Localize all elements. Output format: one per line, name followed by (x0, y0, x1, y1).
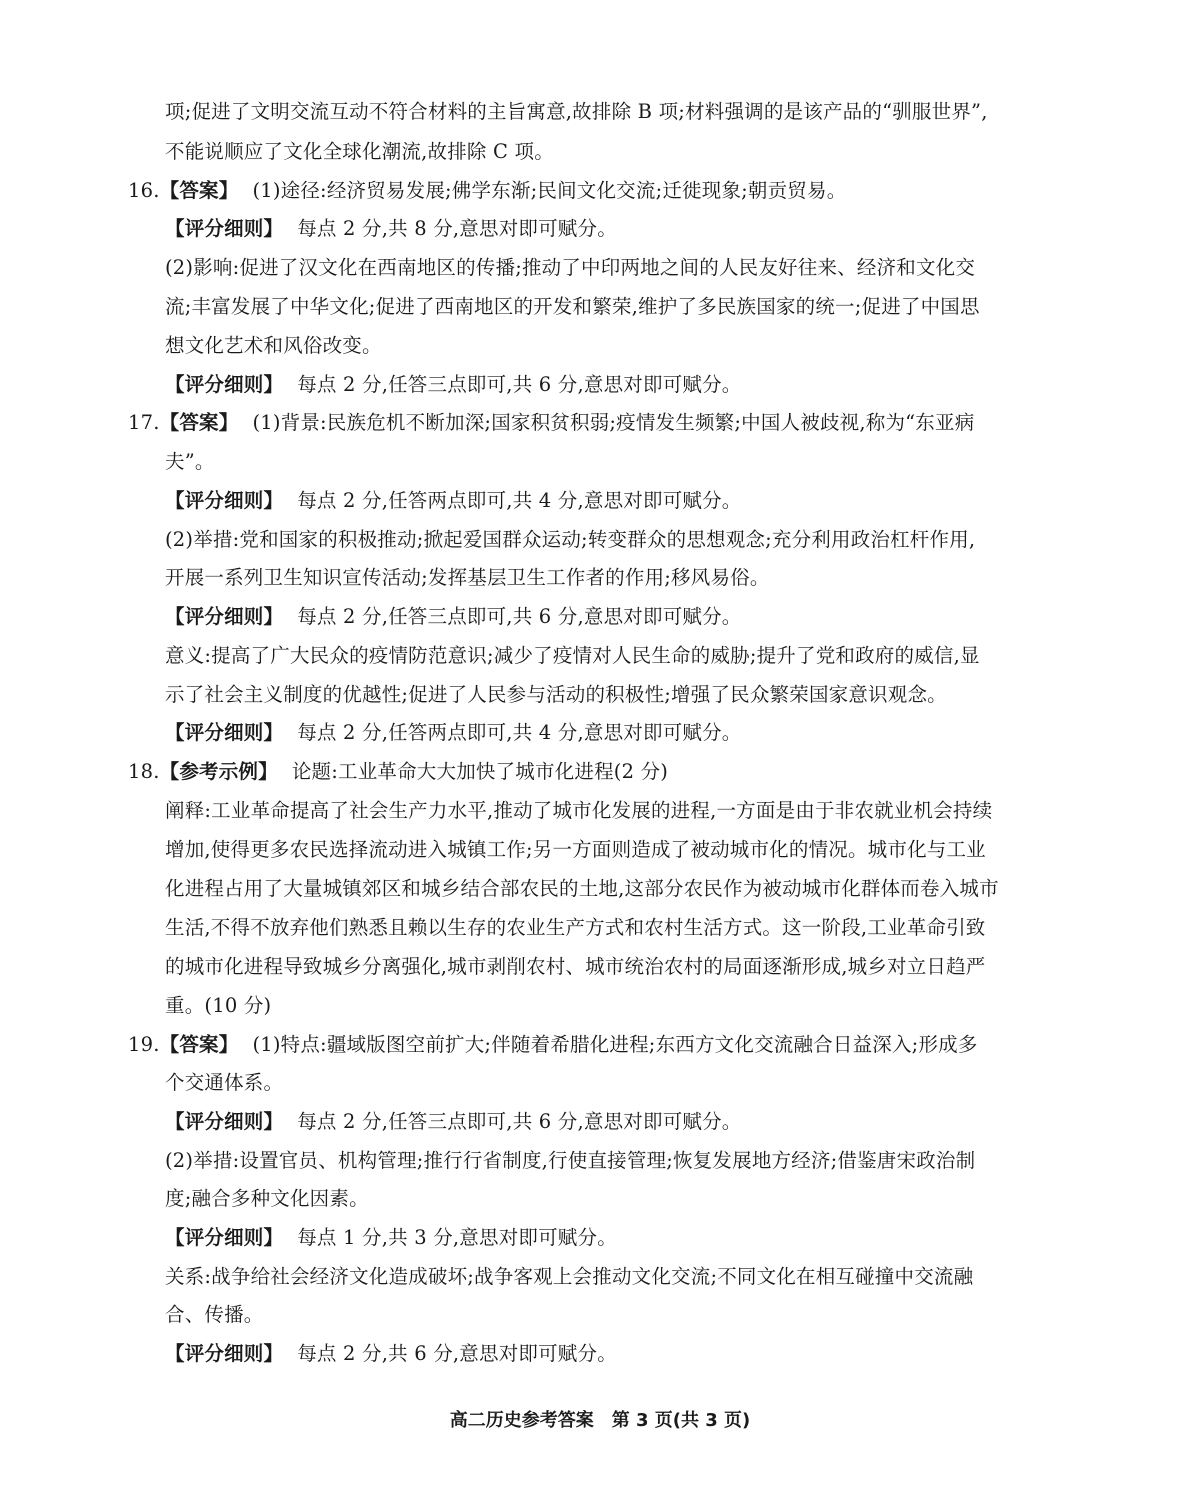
rubric-tag: 【评分细则】 (165, 1110, 284, 1133)
q16-line-4: 想文化艺术和风俗改变。 (165, 334, 382, 357)
q15-line-1: 项;促进了文明交流互动不符合材料的主旨寓意,故排除 B 项;材料强调的是该产品的“驯服世界”, (165, 100, 988, 123)
rubric-text: 每点 2 分,任答两点即可,共 4 分,意思对即可赋分。 (297, 721, 742, 744)
q18-line-5: 生活,不得不放弃他们熟悉且赖以生存的农业生产方式和农村生活方式。这一阶段,工业革命引致 (165, 916, 986, 939)
rubric-text: 每点 2 分,任答两点即可,共 4 分,意思对即可赋分。 (297, 489, 742, 512)
q19-rubric-3 (165, 1339, 1065, 1369)
question-number: 19. (128, 1033, 160, 1056)
q19-line-4: 度;融合多种文化因素。 (165, 1187, 369, 1210)
q18-line-2: 阐释:工业革命提高了社会生产力水平,推动了城市化发展的进程,一方面是由于非农就业机会持续 (165, 799, 993, 822)
rubric-tag: 【评分细则】 (165, 373, 284, 396)
rubric-text: 每点 2 分,共 6 分,意思对即可赋分。 (297, 1342, 617, 1365)
rubric-tag: 【评分细则】 (165, 605, 284, 628)
q17-line-4: 开展一系列卫生知识宣传活动;发挥基层卫生工作者的作用;移风易俗。 (165, 566, 770, 589)
q17-line-5: 意义:提高了广大民众的疫情防范意识;减少了疫情对人民生命的威胁;提升了党和政府的威信,显 (165, 644, 980, 667)
q18-line-3: 增加,使得更多农民选择流动进入城镇工作;另一方面则造成了被动城市化的情况。城市化与工业 (165, 838, 986, 861)
rubric-text: 每点 2 分,共 8 分,意思对即可赋分。 (297, 217, 617, 240)
q19-answer-line (128, 1030, 1028, 1060)
q18-line-6: 的城市化进程导致城乡分离强化,城市剥削农村、城市统治农村的局面逐渐形成,城乡对立日趋严 (165, 955, 986, 978)
q16-answer-line (128, 176, 1028, 206)
q15-line-2: 不能说顺应了文化全球化潮流,故排除 C 项。 (165, 140, 554, 163)
q16-line-1: (1)途径:经济贸易发展;佛学东渐;民间文化交流;迁徙现象;朝贡贸易。 (252, 179, 847, 202)
question-number: 17. (128, 411, 160, 434)
rubric-tag: 【评分细则】 (165, 489, 284, 512)
rubric-text: 每点 2 分,任答三点即可,共 6 分,意思对即可赋分。 (297, 605, 742, 628)
q19-line-1: (1)特点:疆域版图空前扩大;伴随着希腊化进程;东西方文化交流融合日益深入;形成多 (252, 1033, 978, 1056)
q16-rubric-2 (165, 370, 1065, 400)
rubric-tag: 【评分细则】 (165, 1342, 284, 1365)
answer-tag: 【答案】 (159, 411, 239, 434)
question-number: 16. (128, 179, 160, 202)
q19-line-2: 个交通体系。 (165, 1071, 284, 1094)
q19-line-6: 合、传播。 (165, 1303, 264, 1326)
rubric-tag: 【评分细则】 (165, 1226, 284, 1249)
q17-line-2: 夫”。 (165, 450, 215, 473)
q18-example-line (128, 757, 1028, 787)
rubric-text: 每点 2 分,任答三点即可,共 6 分,意思对即可赋分。 (297, 1110, 742, 1133)
question-number: 18. (128, 760, 160, 783)
page-footer: 高二历史参考答案 第 3 页(共 3 页) (449, 1410, 751, 1431)
rubric-tag: 【评分细则】 (165, 217, 284, 240)
q17-rubric-3 (165, 718, 1065, 748)
q17-line-1: (1)背景:民族危机不断加深;国家积贫积弱;疫情发生频繁;中国人被歧视,称为“东亚病 (252, 411, 975, 434)
q17-answer-line (128, 408, 1028, 438)
example-tag: 【参考示例】 (159, 760, 278, 783)
q17-line-3: (2)举措:党和国家的积极推动;掀起爱国群众运动;转变群众的思想观念;充分利用政治杠杆作用, (165, 528, 976, 551)
rubric-text: 每点 2 分,任答三点即可,共 6 分,意思对即可赋分。 (297, 373, 742, 396)
q17-rubric-1 (165, 486, 1065, 516)
q18-line-4: 化进程占用了大量城镇郊区和城乡结合部农民的土地,这部分农民作为被动城市化群体而卷入城市 (165, 877, 999, 900)
q16-line-3: 流;丰富发展了中华文化;促进了西南地区的开发和繁荣,维护了多民族国家的统一;促进了中国思 (165, 295, 980, 318)
q19-rubric-2 (165, 1223, 1065, 1253)
q17-rubric-2 (165, 602, 1065, 632)
q17-line-6: 示了社会主义制度的优越性;促进了人民参与活动的积极性;增强了民众繁荣国家意识观念。 (165, 683, 947, 706)
q19-line-5: 关系:战争给社会经济文化造成破坏;战争客观上会推动文化交流;不同文化在相互碰撞中交流融 (165, 1265, 974, 1288)
answer-tag: 【答案】 (159, 179, 239, 202)
answer-tag: 【答案】 (159, 1033, 239, 1056)
q18-line-1: 论题:工业革命大大加快了城市化进程(2 分) (291, 760, 669, 783)
q18-line-7: 重。(10 分) (165, 994, 272, 1017)
rubric-tag: 【评分细则】 (165, 721, 284, 744)
q19-rubric-1 (165, 1107, 1065, 1137)
rubric-text: 每点 1 分,共 3 分,意思对即可赋分。 (297, 1226, 617, 1249)
q16-rubric-1 (165, 214, 1065, 244)
q19-line-3: (2)举措:设置官员、机构管理;推行行省制度,行使直接管理;恢复发展地方经济;借鉴唐宋政治制 (165, 1149, 976, 1172)
q16-line-2: (2)影响:促进了汉文化在西南地区的传播;推动了中印两地之间的人民友好往来、经济和文化交 (165, 256, 976, 279)
